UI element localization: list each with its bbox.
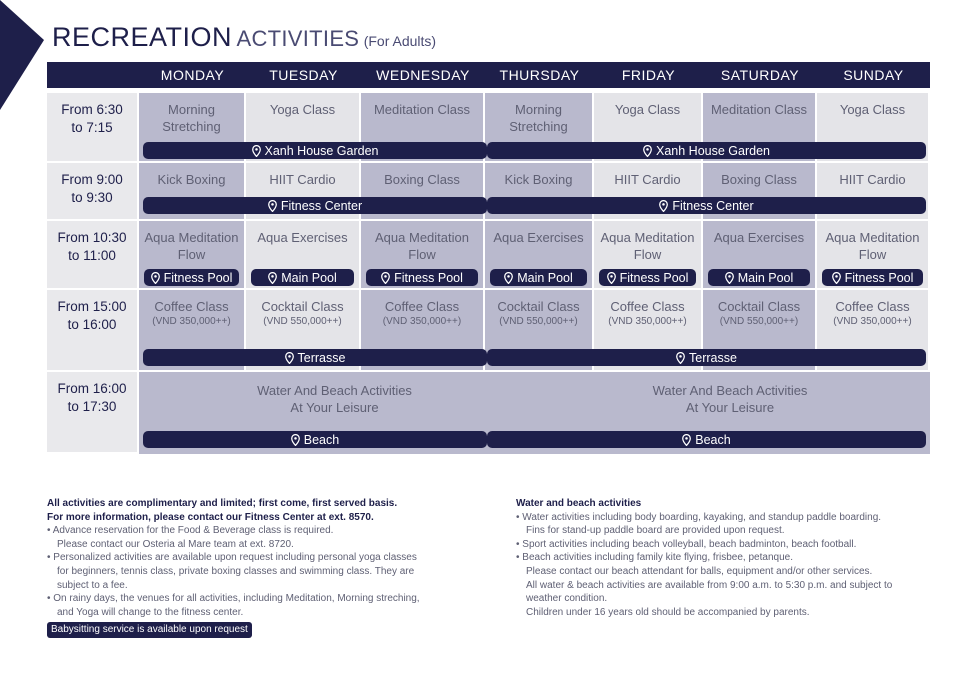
venue-bar [487, 142, 926, 159]
location-pin-icon [285, 352, 294, 364]
page-title [52, 22, 436, 53]
time-from: From 16:00 [57, 381, 127, 396]
venue-label: Xanh House Garden [264, 143, 379, 158]
pool-venue-bar [822, 269, 923, 286]
header-bar-corner [47, 62, 140, 88]
location-pin-icon [504, 272, 513, 284]
leisure-line-1: Water And Beach Activities [652, 383, 808, 398]
venue-bar [143, 197, 487, 214]
day-header-saturday: SATURDAY [703, 62, 817, 88]
day-header-friday: FRIDAY [594, 62, 703, 88]
note-personalized-2: for beginners, tennis class, private boxing classes and swimming class. They are [57, 565, 415, 577]
location-pin-icon [832, 272, 841, 284]
activity-name: Aqua Meditation Flow [144, 230, 239, 262]
location-pin-icon [659, 200, 668, 212]
time-from: From 15:00 [57, 299, 127, 314]
time-cell [47, 290, 137, 370]
activity-name: HIIT Cardio [839, 172, 906, 187]
location-pin-icon [151, 272, 160, 284]
note-personalized-1: • Personalized activities are available upon request including personal yoga classes [47, 552, 417, 564]
activity-name: Aqua Exercises [493, 230, 584, 245]
activity-name: Coffee Class [384, 299, 460, 314]
activity-name: Coffee Class [154, 299, 229, 314]
pool-venue-bar [144, 269, 239, 286]
notes-heading-2: For more information, please contact our Fitness Center at ext. 8570. [47, 511, 374, 523]
activity-name: Yoga Class [614, 102, 681, 117]
time-to: to 9:30 [71, 190, 113, 205]
day-header-thursday: THURSDAY [485, 62, 594, 88]
pool-venue-bar [366, 269, 478, 286]
pool-venue-bar [599, 269, 696, 286]
title-note: (For Adults) [363, 33, 437, 49]
location-pin-icon [268, 272, 277, 284]
day-header-sunday: SUNDAY [817, 62, 930, 88]
activity-name: Cocktail Class [497, 299, 580, 314]
leisure-line-2: At Your Leisure [685, 400, 775, 415]
activity-name: Meditation Class [710, 102, 808, 117]
time-from: From 9:00 [61, 172, 123, 187]
note-beach-2: Please contact our beach attendant for balls, equipment and/or other services. [526, 565, 873, 577]
note-rainy-1: • On rainy days, the venues for all activities, including Meditation, Morning streching, [47, 593, 420, 605]
activity-name: Morning Stretching [509, 102, 568, 134]
note-water-2: Fins for stand-up paddle board are provided upon request. [526, 525, 785, 537]
venue-label: Fitness Pool [394, 270, 463, 285]
time-to: to 7:15 [71, 120, 113, 135]
venue-label: Fitness Center [672, 198, 754, 213]
activity-name: Aqua Exercises [257, 230, 348, 245]
activity-name: Boxing Class [384, 172, 460, 187]
location-pin-icon [268, 200, 277, 212]
time-cell [47, 372, 137, 452]
location-pin-icon [676, 352, 685, 364]
activity-name: HIIT Cardio [614, 172, 681, 187]
note-beach-5: Children under 16 years old should be accompanied by parents. [526, 606, 810, 618]
note-fb-reservation: • Advance reservation for the Food & Beverage class is required. [47, 525, 334, 537]
activity-price: (VND 550,000++) [263, 316, 342, 327]
note-beach-4: weather condition. [526, 593, 608, 605]
time-from: From 10:30 [57, 230, 127, 245]
activity-price: (VND 550,000++) [719, 316, 799, 327]
venue-label: Fitness Pool [619, 270, 689, 285]
activity-price: (VND 350,000++) [608, 316, 687, 327]
venue-label: Fitness Pool [163, 270, 233, 285]
corner-triangle-decoration [0, 0, 44, 110]
venue-label: Main Pool [281, 270, 337, 285]
water-beach-heading: Water and beach activities [516, 498, 642, 509]
activity-price: (VND 350,000++) [833, 316, 912, 327]
leisure-line-1: Water And Beach Activities [257, 383, 412, 398]
activity-name: Yoga Class [839, 102, 906, 117]
venue-bar [143, 142, 487, 159]
activity-name: HIIT Cardio [269, 172, 336, 187]
note-water-1: • Water activities including body boarding, kayaking, and standup paddle boarding. [516, 511, 882, 523]
venue-label: Beach [695, 432, 731, 447]
location-pin-icon [725, 272, 734, 284]
day-header-tuesday: TUESDAY [246, 62, 361, 88]
activity-name: Boxing Class [721, 172, 797, 187]
time-to: to 16:00 [67, 317, 117, 332]
time-to: to 11:00 [68, 248, 116, 263]
activity-name: Kick Boxing [504, 172, 573, 187]
location-pin-icon [607, 272, 616, 284]
activity-name: Aqua Meditation Flow [825, 230, 920, 262]
note-beach-3: All water & beach activities are available from 9:00 a.m. to 5:30 p.m. and subject to [526, 579, 893, 591]
note-fb-contact: Please contact our Osteria al Mare team at ext. 8720. [57, 538, 294, 550]
venue-label: Fitness Center [280, 198, 363, 213]
activity-name: Yoga Class [269, 102, 336, 117]
note-rainy-2: and Yoga will change to the fitness center. [57, 606, 244, 618]
location-pin-icon [252, 145, 261, 157]
babysitting-badge: Babysitting service is available upon request [47, 622, 252, 638]
venue-bar [487, 349, 926, 366]
venue-bar [143, 431, 487, 448]
pool-venue-bar [251, 269, 354, 286]
pool-venue-bar [490, 269, 587, 286]
location-pin-icon [381, 272, 390, 284]
day-header-wednesday: WEDNESDAY [361, 62, 485, 88]
notes-heading-1: All activities are complimentary and limited; first come, first served basis. [47, 498, 398, 509]
pool-venue-bar [708, 269, 810, 286]
venue-label: Main Pool [737, 270, 794, 285]
activity-price: (VND 350,000++) [382, 316, 462, 327]
day-header-monday: MONDAY [139, 62, 246, 88]
activity-name: Aqua Meditation Flow [375, 230, 469, 262]
venue-label: Xanh House Garden [656, 143, 770, 158]
activity-name: Morning Stretching [162, 102, 221, 134]
activity-name: Coffee Class [610, 299, 685, 314]
activity-name: Meditation Class [373, 102, 471, 117]
water-beach-notes [516, 497, 892, 619]
activity-name: Coffee Class [835, 299, 910, 314]
leisure-line-2: At Your Leisure [290, 400, 379, 415]
location-pin-icon [291, 434, 300, 446]
venue-label: Fitness Pool [844, 270, 914, 285]
venue-bar [487, 197, 926, 214]
title-main: RECREATION [52, 22, 233, 52]
venue-bar [143, 349, 487, 366]
activity-price: (VND 550,000++) [499, 316, 578, 327]
venue-label: Terrasse [689, 350, 737, 365]
title-sub: ACTIVITIES [236, 26, 360, 51]
time-cell [47, 221, 137, 288]
time-from: From 6:30 [61, 102, 123, 117]
schedule-table [47, 62, 930, 454]
time-to: to 17:30 [67, 399, 117, 414]
venue-label: Terrasse [297, 350, 346, 365]
activity-name: Cocktail Class [261, 299, 344, 314]
venue-bar [487, 431, 926, 448]
location-pin-icon [682, 434, 691, 446]
time-cell [47, 93, 137, 161]
venue-label: Beach [303, 432, 340, 447]
activity-name: Kick Boxing [157, 172, 226, 187]
note-personalized-3: subject to a fee. [57, 579, 128, 591]
general-notes [47, 497, 420, 638]
note-beach-1: • Beach activities including family kite flying, frisbee, petanque. [516, 552, 793, 564]
note-sport: • Sport activities including beach volleyball, beach badminton, beach football. [516, 538, 857, 550]
venue-label: Main Pool [517, 270, 573, 285]
time-cell [47, 163, 137, 219]
activity-name: Aqua Exercises [713, 230, 805, 245]
activity-price: (VND 350,000++) [152, 316, 231, 327]
activity-name: Cocktail Class [717, 299, 801, 314]
activity-name: Aqua Meditation Flow [600, 230, 695, 262]
location-pin-icon [643, 145, 652, 157]
